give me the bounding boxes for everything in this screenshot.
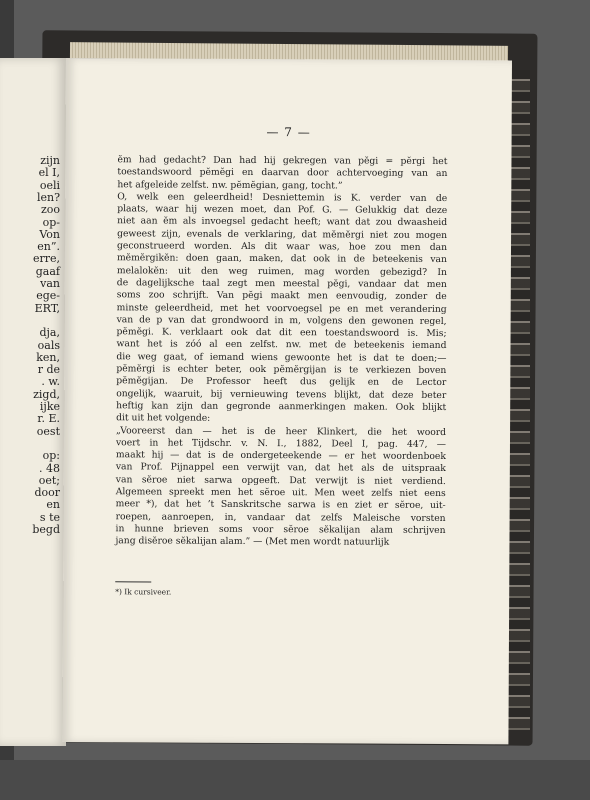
body-text bbox=[115, 154, 447, 549]
left-page-fragment: zigd, bbox=[33, 387, 60, 401]
text-line: toestandswoord pĕmĕgi en daarvan door achtervoeging van an bbox=[117, 166, 448, 180]
left-page-fragment: dja, bbox=[39, 326, 60, 340]
text-line: geweest zijn, evenals de verklaring, dat mĕmĕrgi niet zou mogen bbox=[117, 228, 448, 241]
left-page-fragment: Von bbox=[39, 227, 60, 241]
left-page-fragment: r de bbox=[37, 363, 60, 377]
left-page-fragment: zijn bbox=[40, 154, 60, 167]
left-page-fragment: ijke bbox=[39, 400, 60, 413]
left-page-fragment: op- bbox=[42, 215, 60, 229]
background-surface bbox=[0, 760, 590, 800]
left-page-fragment: begd bbox=[32, 523, 60, 536]
text-line: het afgeleide zelfst. nw. pĕmĕgian, gang, tocht.” bbox=[117, 178, 343, 192]
left-page-fragment: . w. bbox=[41, 375, 60, 389]
text-line: melalokĕn: uit den weg ruimen, mag worden gebezigd? In bbox=[116, 264, 447, 278]
text-line: pĕmĕgi. K. verklaart ook dat dit een toestandswoord is. Mis; bbox=[116, 326, 447, 340]
text-line: ĕm had gedacht? Dan had hij gekregen van pĕgi = pĕrgi het bbox=[117, 154, 448, 167]
footnote-rule bbox=[115, 581, 151, 582]
left-page-fragment: gaaf bbox=[35, 264, 60, 278]
left-page-fragment: en bbox=[46, 498, 60, 512]
text-line: minste geleerdheid, met het voorvoegsel pe en met verandering bbox=[116, 301, 447, 315]
text-line: meer *), dat het ’t Sanskritsche sarwa is en ziet er sĕroe, uit- bbox=[115, 498, 446, 512]
left-page-fragment: zoo bbox=[40, 203, 60, 217]
text-line: niet aan ĕm als invoegsel gedacht heeft; want dat zou dwaasheid bbox=[117, 215, 448, 229]
right-page bbox=[62, 58, 512, 744]
text-line: maakt hij — dat is de ondergeteekende — er het woordenboek bbox=[115, 449, 446, 463]
left-page-fragment: op: bbox=[42, 449, 60, 463]
text-line: Algemeen spreekt men het sĕroe uit. Men weet zelfs niet eens bbox=[115, 486, 446, 500]
left-page-fragment: door bbox=[34, 486, 60, 500]
left-page-fragment: s te bbox=[39, 510, 60, 524]
left-page-fragment: el I, bbox=[38, 166, 60, 180]
left-page-fragment: len? bbox=[36, 190, 60, 204]
text-line: de dagelijksche taal zegt men meestal pĕgi, vandaar dat men bbox=[116, 277, 447, 290]
text-line: jang disĕroe sĕkalijan alam.” — (Met men wordt natuurlijk bbox=[115, 535, 390, 548]
text-line: in hunne brieven soms voor sĕroe sĕkalijan alam schrijven bbox=[115, 523, 446, 536]
left-page-fragment: ken, bbox=[36, 350, 60, 364]
text-line: dit uit het volgende: bbox=[116, 412, 211, 424]
left-page-fragment: en”. bbox=[37, 240, 60, 254]
text-line: ongelijk, waaruit, bij vernieuwing tevens blijkt, dat deze beter bbox=[116, 387, 447, 401]
text-line: pĕmĕrgi is echter beter, ook pĕmĕrgijan is te verkiezen boven bbox=[116, 363, 447, 377]
footnote: *) Ik cursiveer. bbox=[115, 587, 172, 597]
text-line: O, welk een geleerdheid! Desniettemin is K. verder van de bbox=[117, 191, 448, 204]
text-line: soms zoo schrijft. Van pĕgi maakt men eenvoudig, zonder de bbox=[116, 289, 447, 303]
left-page-fragment: van bbox=[40, 277, 60, 290]
text-line: heftig kan zijn dan gegronde aanmerkingen maken. Ook blijkt bbox=[116, 400, 447, 413]
text-line: voert in het Tijdschr. v. N. I., 1882, Deel I, pag. 447, — bbox=[115, 437, 447, 450]
text-line: pĕmĕgijan. De Professor heeft dus gelijk en de Lector bbox=[116, 375, 447, 389]
page-number: — 7 — bbox=[266, 125, 311, 140]
text-line: roepen, aanroepen, in, vandaar dat zelfs Maleische vorsten bbox=[115, 510, 446, 524]
left-page-fragment: oals bbox=[37, 338, 60, 352]
left-page-fragment: erre, bbox=[32, 252, 60, 266]
text-line: plaats, waar hij wezen moet, dan Pof. G. — Gelukkig dat deze bbox=[117, 203, 448, 217]
left-page-fragment: oet; bbox=[38, 473, 60, 487]
left-page-fragment: ERT, bbox=[34, 301, 60, 315]
text-line: „Vooreerst dan — het is de heer Klinkert, die het woord bbox=[116, 424, 447, 438]
text-line: geconstrueerd worden. Als dit waar was, hoe zou men dan bbox=[116, 240, 448, 254]
text-line: die weg gaat, of iemand wiens gewoonte het is dat te doen;— bbox=[116, 351, 447, 364]
left-page-fragment: oeli bbox=[39, 178, 60, 192]
text-line: van de p van dat grondwoord in m, volgens den gewonen regel, bbox=[116, 314, 447, 327]
left-page-fragment: oest bbox=[36, 424, 60, 438]
text-line: van sĕroe niet sarwa opgeeft. Dat verwijt is niet verdiend. bbox=[115, 473, 446, 487]
text-line: want het is zóó al een zelfst. nw. met de beteekenis iemand bbox=[116, 338, 447, 352]
text-line: van Prof. Pijnappel een verwijt van, dat het als de uitspraak bbox=[115, 461, 446, 475]
left-page bbox=[0, 58, 66, 746]
left-page-fragment: ege- bbox=[36, 289, 60, 303]
left-page-fragment: . 48 bbox=[39, 461, 60, 475]
text-line: mĕmĕrgikĕn: doen gaan, maken, dat ook in de beteekenis van bbox=[116, 252, 447, 266]
left-page-fragment: r. E. bbox=[37, 412, 60, 426]
